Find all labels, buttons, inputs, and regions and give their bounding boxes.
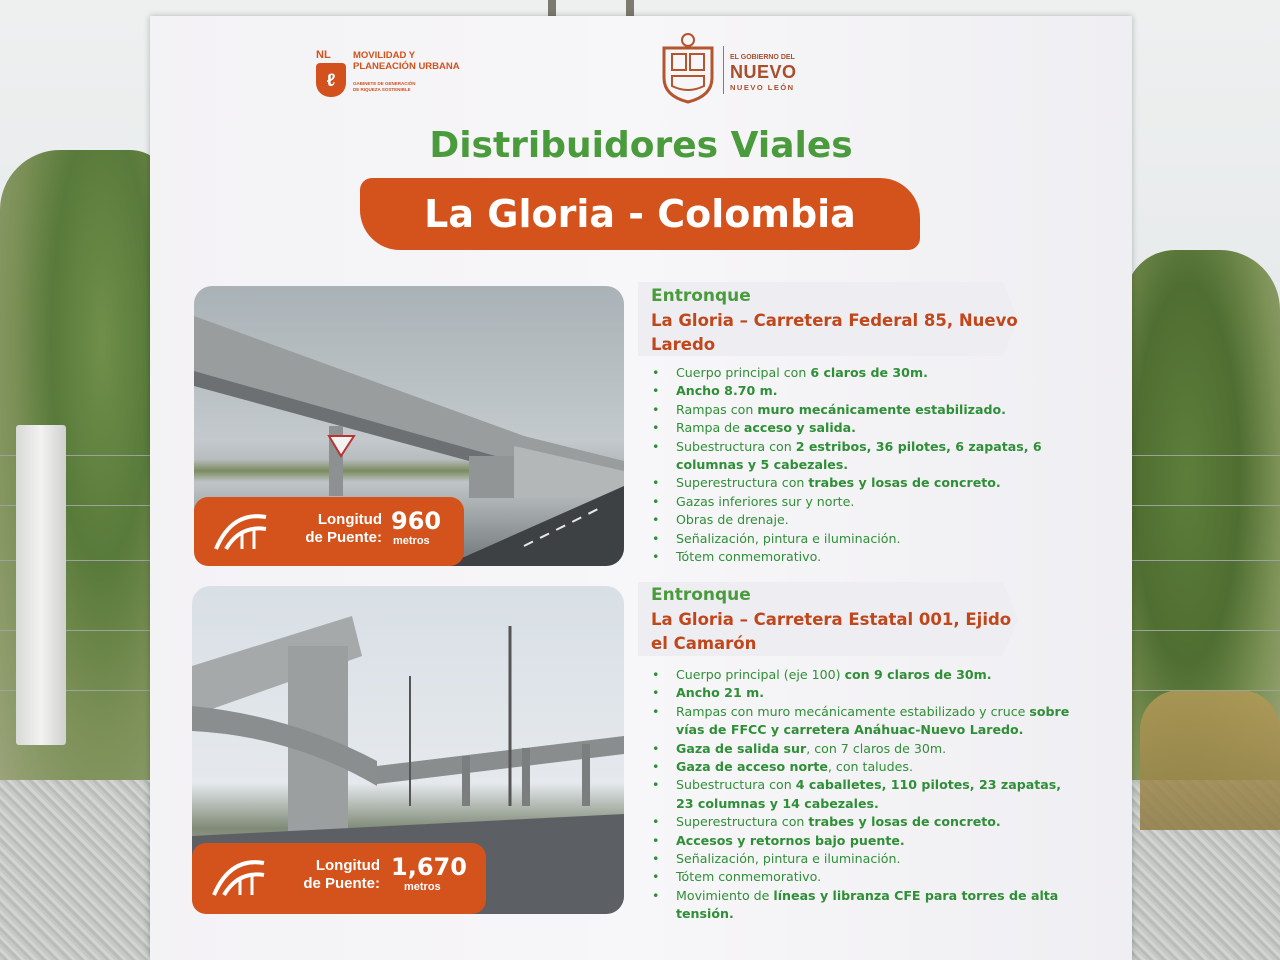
feature-item: [652, 666, 1072, 684]
feature-highlight: trabes y losas de concreto.: [808, 814, 1001, 830]
feature-item: [652, 776, 1072, 813]
agency-subtitle: GABINETE DE GENERACIÓN DE RIQUEZA SOSTENIBLE: [353, 81, 416, 92]
section-kicker-2: Entronque: [651, 585, 751, 605]
feature-text: Tótem conmemorativo.: [676, 549, 822, 565]
logo-divider: [723, 46, 724, 94]
feature-text: Rampas con muro mecánicamente estabilizado y cruce: [676, 703, 1030, 719]
board-subtitle: La Gloria - Colombia: [360, 178, 920, 250]
feature-text: Gazas inferiores sur y norte.: [676, 493, 855, 509]
government-logo: [658, 32, 828, 106]
length-value-1: 960: [391, 507, 442, 535]
nl-tag: NL: [316, 49, 331, 61]
gov-big-text: NUEVO: [730, 62, 797, 82]
feature-item: [652, 530, 1072, 548]
feature-highlight: 2 estribos, 36 pilotes, 6 zapatas, 6 columnas y 5 cabezales.: [676, 438, 1042, 473]
feature-item: [652, 703, 1072, 740]
feature-highlight: trabes y losas de concreto.: [808, 475, 1001, 491]
feature-text: Movimiento de: [676, 887, 774, 903]
feature-item: [652, 438, 1072, 475]
feature-item: [652, 850, 1072, 868]
feature-text: Señalización, pintura e iluminación.: [676, 851, 901, 867]
feature-highlight: líneas y libranza CFE para torres de alta tensión.: [676, 887, 1059, 922]
feature-item: [652, 401, 1072, 419]
section-name-2: La Gloria – Carretera Estatal 001, Ejido el Camarón: [651, 610, 1012, 653]
feature-text: , con 7 claros de 30m.: [806, 740, 947, 756]
feature-item: [652, 758, 1072, 776]
feature-item: [652, 868, 1072, 886]
feature-text: Tótem conmemorativo.: [676, 869, 822, 885]
board-title: Distribuidores Viales: [429, 125, 853, 166]
feature-text: Cuerpo principal con: [676, 365, 811, 380]
length-label-1: Longitud de Puente:: [305, 511, 382, 546]
feature-item: [652, 474, 1072, 492]
feature-text: Rampa de: [676, 420, 744, 436]
dry-grass: [1140, 690, 1280, 830]
feature-highlight: muro mecánicamente estabilizado.: [757, 401, 1006, 417]
feature-item: [652, 364, 1072, 382]
feature-text: Superestructura con: [676, 814, 809, 830]
feature-text: Rampas con: [676, 401, 758, 417]
feature-text: Subestructura con: [676, 438, 796, 454]
length-label-2: Longitud de Puente:: [303, 857, 380, 892]
feature-highlight: 4 caballetes, 110 pilotes, 23 zapatas, 23 columnas y 14 cabezales.: [676, 777, 1062, 811]
feature-highlight: sobre vías de FFCC y carretera Anáhuac-Nuevo Laredo.: [676, 703, 1070, 738]
feature-list-2: [652, 666, 1072, 924]
feature-item: [652, 548, 1072, 566]
bridge-road-icon: [210, 855, 268, 899]
length-badge-1: [194, 497, 464, 566]
feature-item: [652, 887, 1072, 924]
feature-highlight: con 9 claros de 30m.: [844, 667, 992, 682]
feature-text: Señalización, pintura e iluminación.: [676, 530, 901, 546]
feature-highlight: Ancho 21 m.: [676, 685, 764, 701]
movilidad-logo: [312, 47, 492, 103]
feature-text: Subestructura con: [676, 777, 796, 793]
length-unit-1: metros: [393, 535, 430, 547]
agency-name: MOVILIDAD Y PLANEACIÓN URBANA: [353, 50, 460, 72]
feature-list-1: [652, 364, 1072, 566]
length-value-2: 1,670: [391, 853, 467, 881]
gov-sub-text: NUEVO LEÓN: [730, 83, 795, 92]
feature-text: Cuerpo principal (eje 100): [676, 667, 845, 682]
feature-item: [652, 419, 1072, 437]
bridge-road-icon: [212, 509, 270, 553]
fence-post: [16, 425, 66, 745]
length-badge-2: [192, 843, 486, 914]
feature-highlight: acceso y salida.: [743, 420, 856, 436]
feature-item: [652, 740, 1072, 758]
section-kicker-1: Entronque: [651, 286, 751, 306]
feature-text: , con taludes.: [827, 759, 913, 775]
feature-highlight: 6 claros de 30m.: [810, 365, 928, 380]
feature-text: Superestructura con: [676, 475, 809, 491]
nl-shield-icon: ℓ: [316, 63, 346, 97]
length-unit-2: metros: [404, 881, 441, 893]
feature-highlight: Gaza de salida sur: [676, 740, 807, 756]
feature-item: [652, 511, 1072, 529]
feature-highlight: Gaza de acceso norte: [676, 759, 828, 775]
feature-item: [652, 813, 1072, 831]
section-name-1: La Gloria – Carretera Federal 85, Nuevo Laredo: [651, 311, 1018, 354]
feature-highlight: Accesos y retornos bajo puente.: [676, 832, 905, 848]
feature-item: [652, 493, 1072, 511]
feature-item: [652, 382, 1072, 400]
feature-item: [652, 832, 1072, 850]
feature-text: Obras de drenaje.: [676, 512, 789, 528]
gov-small-text: EL GOBIERNO DEL: [730, 54, 795, 61]
feature-highlight: Ancho 8.70 m.: [676, 383, 778, 399]
coat-of-arms-icon: [658, 32, 718, 104]
feature-item: [652, 684, 1072, 702]
